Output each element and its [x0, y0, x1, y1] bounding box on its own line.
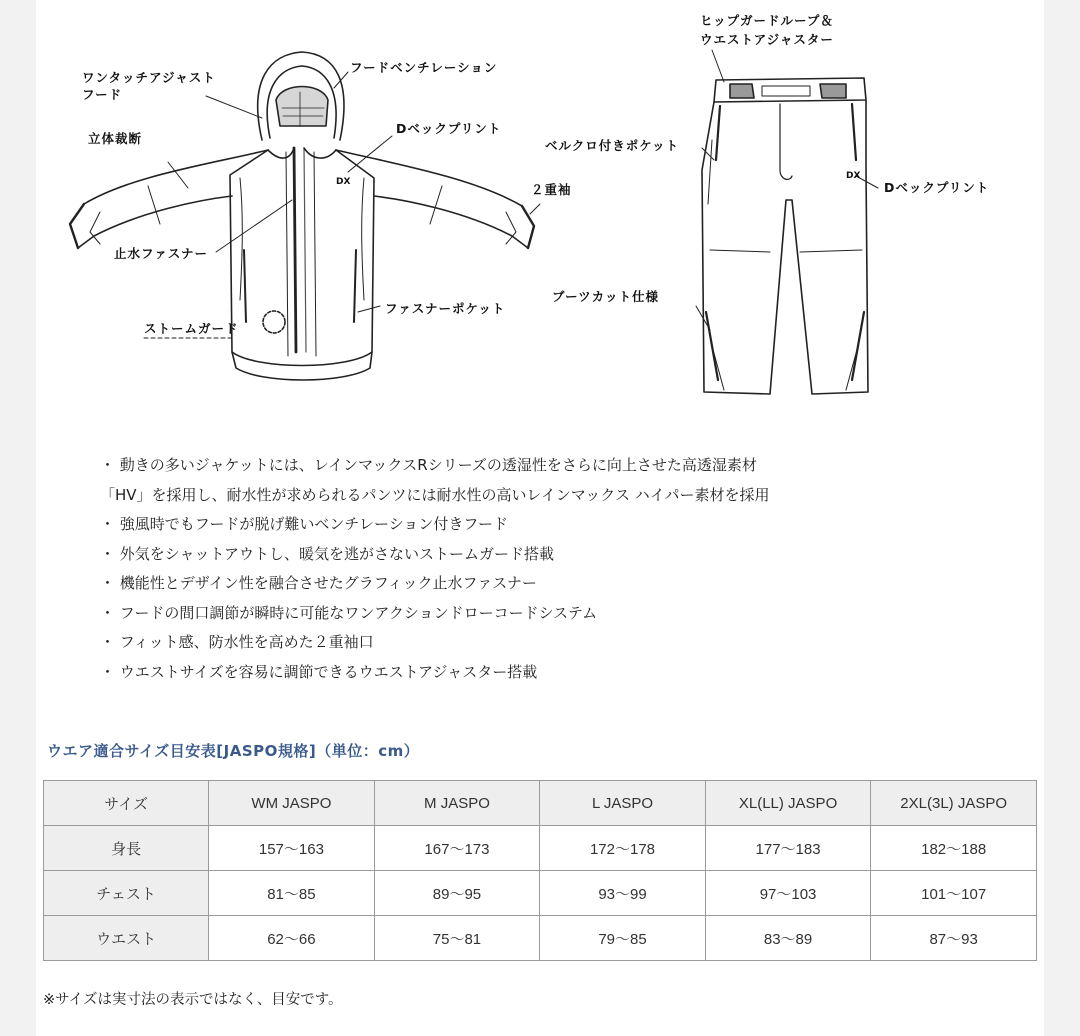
pants-illustration [696, 50, 878, 394]
callout-hip-guard: ヒップガードループ＆ [700, 13, 834, 28]
size-chart-note: ※サイズは実寸法の表示ではなく、目安です。 [43, 992, 343, 1008]
callout-zipper-pocket: ファスナーポケット [385, 301, 506, 316]
row-label-waist: ウエスト [44, 916, 209, 961]
jacket-logo-mark: DX [336, 177, 351, 187]
table-cell: 167～173 [374, 826, 540, 871]
size-chart-table [43, 780, 1037, 961]
feature-item: ・ ウエストサイズを容易に調節できるウエストアジャスター搭載 [100, 662, 538, 681]
callout-one-touch-hood-2: フード [82, 87, 123, 102]
table-cell: 172～178 [540, 826, 706, 871]
table-row [44, 916, 1037, 961]
table-cell: 177～183 [705, 826, 871, 871]
rainwear-diagram [0, 0, 1080, 440]
header-2xl: 2XL(3L) JASPO [871, 781, 1037, 826]
table-header-row [44, 781, 1037, 826]
callout-3d-cut: 立体裁断 [88, 131, 143, 146]
table-cell: 87～93 [871, 916, 1037, 961]
header-wm: WM JASPO [209, 781, 375, 826]
feature-item: ・ 動きの多いジャケットには、レインマックスRシリーズの透湿性をさらに向上させた高透湿素材 [100, 456, 757, 474]
callout-one-touch-hood: ワンタッチアジャスト [82, 70, 216, 85]
table-row [44, 871, 1037, 916]
header-xl: XL(LL) JASPO [705, 781, 871, 826]
table-cell: 101～107 [871, 871, 1037, 916]
callout-hood-ventilation: フードベンチレーション [350, 60, 498, 75]
callout-storm-guard: ストームガード [144, 321, 239, 336]
table-cell: 83～89 [705, 916, 871, 961]
row-label-height: 身長 [44, 826, 209, 871]
callout-d-vec-print-pants: Dベックプリント [884, 180, 990, 195]
callout-waterproof-zipper: 止水ファスナー [114, 246, 209, 261]
feature-item: ・ フードの間口調節が瞬時に可能なワンアクションドローコードシステム [100, 603, 598, 622]
table-cell: 97～103 [705, 871, 871, 916]
header-size: サイズ [44, 781, 209, 826]
table-cell: 81～85 [209, 871, 375, 916]
table-cell: 157～163 [209, 826, 375, 871]
size-chart-title: ウエア適合サイズ目安表[JASPO規格]（単位：cm） [47, 742, 420, 760]
table-cell: 182～188 [871, 826, 1037, 871]
feature-item: ・ 外気をシャットアウトし、暖気を逃がさないストームガード搭載 [100, 544, 555, 563]
header-m: M JASPO [374, 781, 540, 826]
callout-double-sleeve: ２重袖 [531, 182, 572, 197]
pants-logo-mark: DX [846, 171, 861, 181]
callout-waist-adjuster: ウエストアジャスター [700, 32, 834, 47]
header-l: L JASPO [540, 781, 706, 826]
feature-list [100, 451, 770, 687]
table-row [44, 826, 1037, 871]
table-cell: 79～85 [540, 916, 706, 961]
feature-item: 「HV」を採用し、耐水性が求められるパンツには耐水性の高いレインマックス ハイパー素材を採用 [100, 485, 770, 504]
callout-boots-cut: ブーツカット仕様 [552, 289, 660, 304]
table-cell: 75～81 [374, 916, 540, 961]
callout-d-vec-print-jacket: Dベックプリント [396, 121, 502, 136]
feature-item: ・ 強風時でもフードが脱げ難いベンチレーション付きフード [100, 515, 508, 533]
feature-item: ・ 機能性とデザイン性を融合させたグラフィック止水ファスナー [100, 574, 537, 592]
row-label-chest: チェスト [44, 871, 209, 916]
table-cell: 89～95 [374, 871, 540, 916]
jacket-illustration [70, 52, 540, 380]
table-cell: 62～66 [209, 916, 375, 961]
feature-item: ・ フィット感、防水性を高めた２重袖口 [100, 633, 374, 651]
callout-velcro-pocket: ベルクロ付きポケット [545, 138, 680, 153]
table-cell: 93～99 [540, 871, 706, 916]
